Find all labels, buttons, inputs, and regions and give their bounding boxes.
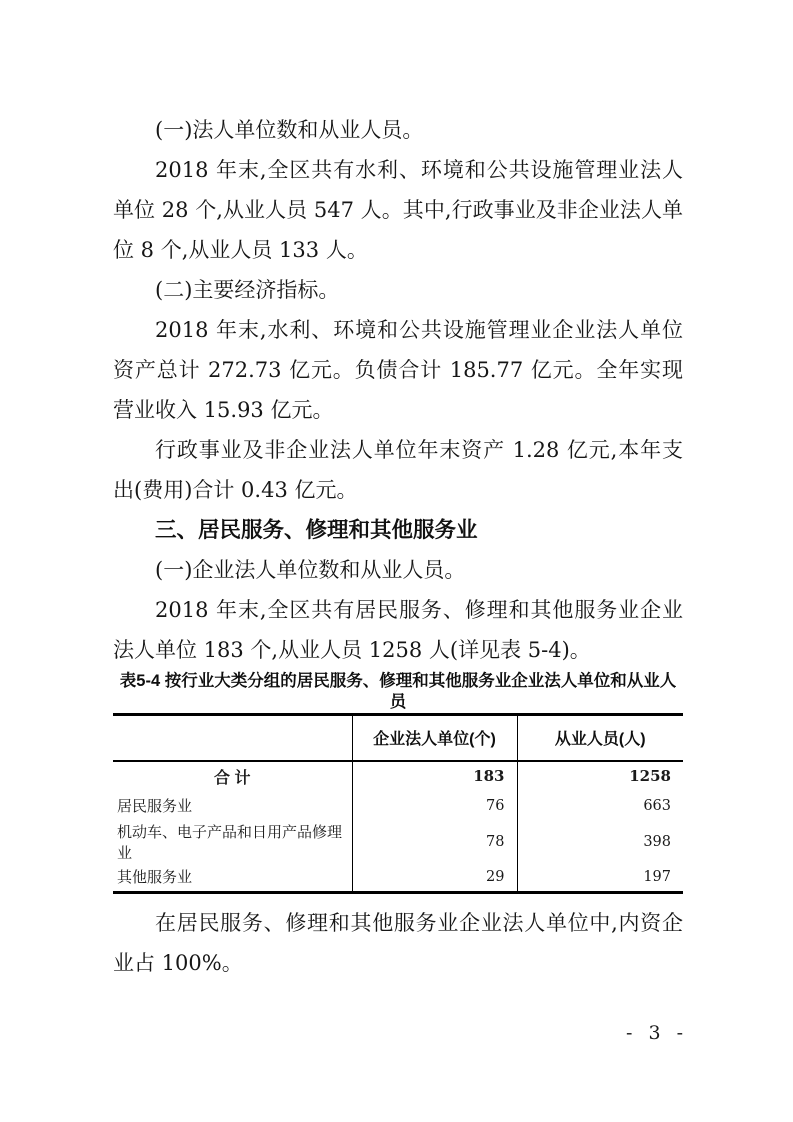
- paragraph-water-units: 2018 年末,全区共有水利、环境和公共设施管理业法人单位 28 个,从业人员 547 人。其中,行政事业及非企业法人单位 8 个,从业人员 133 人。: [113, 158, 683, 262]
- staff-value-cell: 1258: [517, 761, 683, 791]
- paragraph-service-units: 2018 年末,全区共有居民服务、修理和其他服务业企业法人单位 183 个,从业人员 1258 人(详见表 5-4)。: [113, 598, 683, 662]
- units-value-cell: 78: [352, 821, 517, 863]
- table-header-row: [113, 715, 683, 761]
- heading-sub2: (二)主要经济指标。: [155, 278, 340, 302]
- row-label-cell: 机动车、电子产品和日用产品修理业: [117, 822, 343, 862]
- paragraph-domestic-share: 在居民服务、修理和其他服务业企业法人单位中,内资企业占 100%。: [113, 911, 683, 975]
- units-value-cell: 29: [352, 863, 517, 893]
- row-label-cell: 其他服务业: [117, 868, 193, 887]
- table-5-4: [113, 713, 683, 894]
- staff-value-cell: 197: [517, 863, 683, 893]
- staff-value-cell: 663: [517, 791, 683, 821]
- column-header-units: 企业法人单位(个): [352, 715, 517, 761]
- staff-value-cell: 398: [517, 821, 683, 863]
- table-row-resident-services: [113, 791, 683, 821]
- heading-sub3: (一)企业法人单位数和从业人员。: [155, 558, 466, 582]
- table-row-other-services: [113, 863, 683, 893]
- units-value-cell: 183: [352, 761, 517, 791]
- units-value-cell: 76: [352, 791, 517, 821]
- column-header-staff: 从业人员(人): [517, 715, 683, 761]
- paragraph-economic-indicators: 2018 年末,水利、环境和公共设施管理业企业法人单位资产总计 272.73 亿元。负债合计 185.77 亿元。全年实现营业收入 15.93 亿元。: [113, 318, 683, 422]
- table-caption: 表5-4 按行业大类分组的居民服务、修理和其他服务业企业法人单位和从业人员: [119, 672, 677, 711]
- heading-section-3: 三、居民服务、修理和其他服务业: [155, 518, 478, 542]
- row-label-cell: 合 计: [214, 769, 251, 787]
- heading-sub1: (一)法人单位数和从业人员。: [155, 118, 424, 142]
- column-header-category: [113, 715, 352, 761]
- paragraph-admin-assets: 行政事业及非企业法人单位年末资产 1.28 亿元,本年支出(费用)合计 0.43 亿元。: [113, 438, 683, 502]
- page-content: [113, 110, 683, 983]
- table-row-total: [113, 761, 683, 791]
- row-label-cell: 居民服务业: [117, 797, 193, 815]
- page-number: - 3 -: [626, 1022, 689, 1044]
- table-row-repair: [113, 821, 683, 863]
